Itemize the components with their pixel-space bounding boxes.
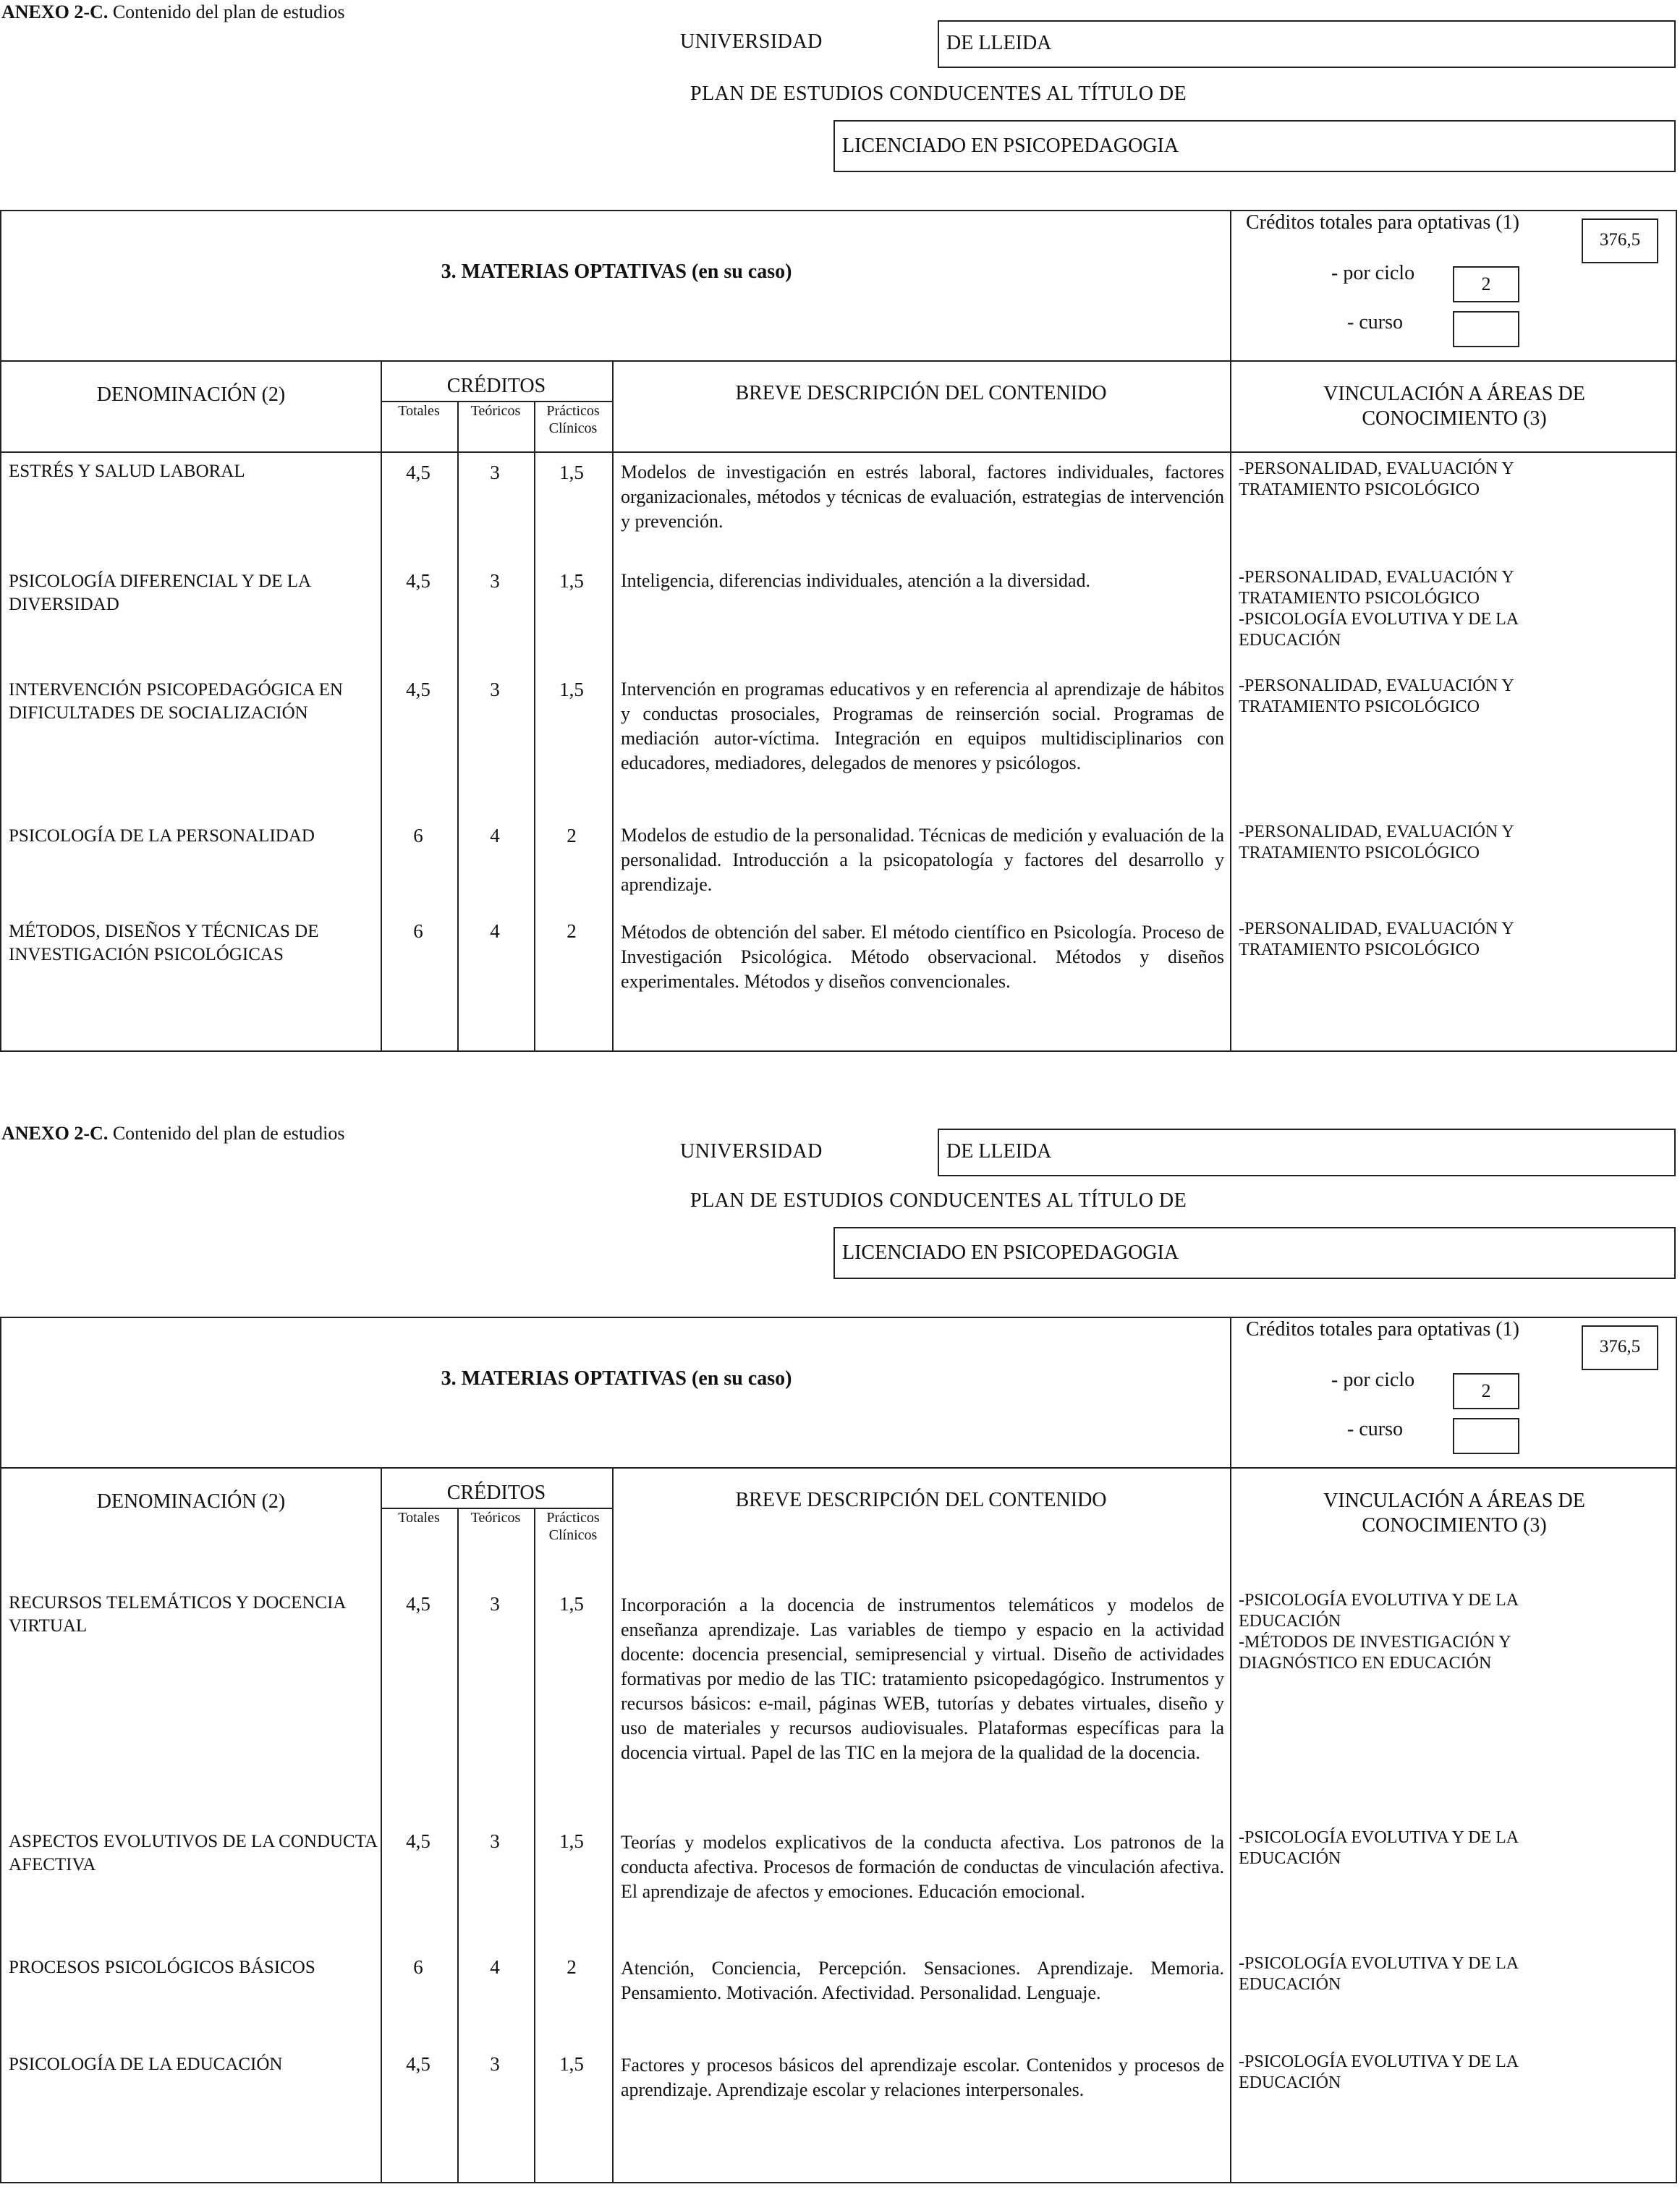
header-denominacion: DENOMINACIÓN (2) bbox=[96, 383, 286, 406]
row-teoricos: 3 bbox=[490, 462, 500, 483]
row-totales: 4,5 bbox=[406, 570, 430, 592]
header-denominacion: DENOMINACIÓN (2) bbox=[96, 1490, 286, 1513]
curso-label: - curso bbox=[1347, 311, 1403, 334]
total-credits-value: 376,5 bbox=[1582, 1325, 1658, 1370]
row-description: Factores y procesos básicos del aprendizaje escolar. Contenidos y procesos de aprendizaje. Aprendizaje escolar y relaciones interpersonales. bbox=[621, 2055, 1224, 2100]
curso-value bbox=[1453, 1418, 1519, 1454]
total-credits-label: Créditos totales para optativas (1) bbox=[1246, 1318, 1519, 1341]
header-teoricos: Teóricos bbox=[470, 403, 521, 419]
header-totales: Totales bbox=[398, 1510, 440, 1526]
row-teoricos: 4 bbox=[490, 825, 500, 846]
row-totales: 4,5 bbox=[406, 2053, 430, 2075]
row-description: Modelos de investigación en estrés laboral, factores individuales, factores organizacionales, métodos y técnicas de evaluación, estrategias de intervención y prevención. bbox=[621, 462, 1224, 532]
form-page-1 bbox=[0, 0, 1680, 1092]
por-ciclo-value: 2 bbox=[1453, 266, 1519, 302]
table-frame bbox=[0, 210, 1677, 1052]
row-name: PSICOLOGÍA DE LA PERSONALIDAD bbox=[9, 826, 315, 846]
table-frame bbox=[0, 1317, 1677, 2183]
plan-label: PLAN DE ESTUDIOS CONDUCENTES AL TÍTULO DE bbox=[690, 82, 1187, 105]
plan-label: PLAN DE ESTUDIOS CONDUCENTES AL TÍTULO DE bbox=[690, 1189, 1187, 1212]
header-creditos: CRÉDITOS bbox=[446, 375, 546, 397]
header-practicos: Prácticos Clínicos bbox=[546, 403, 600, 436]
row-name: INTERVENCIÓN PSICOPEDAGÓGICA EN DIFICULTADES DE SOCIALIZACIÓN bbox=[9, 680, 343, 723]
header-areas: VINCULACIÓN A ÁREAS DE CONOCIMIENTO (3) bbox=[1323, 383, 1585, 430]
university-value: DE LLEIDA bbox=[938, 20, 1676, 68]
row-practicos: 1,5 bbox=[559, 2053, 584, 2075]
row-name: ESTRÉS Y SALUD LABORAL bbox=[9, 462, 245, 481]
row-name: PSICOLOGÍA DIFERENCIAL Y DE LA DIVERSIDAD bbox=[9, 572, 310, 614]
row-areas: -PERSONALIDAD, EVALUACIÓN Y TRATAMIENTO PSICOLÓGICO bbox=[1239, 823, 1514, 862]
row-totales: 6 bbox=[413, 920, 423, 942]
header-practicos: Prácticos Clínicos bbox=[546, 1510, 600, 1543]
row-practicos: 2 bbox=[567, 1956, 577, 1978]
row-totales: 4,5 bbox=[406, 1593, 430, 1615]
row-teoricos: 3 bbox=[490, 570, 500, 592]
row-areas: -PERSONALIDAD, EVALUACIÓN Y TRATAMIENTO PSICOLÓGICO -PSICOLOGÍA EVOLUTIVA Y DE LA EDUCACIÓN bbox=[1239, 568, 1519, 650]
row-areas: -PSICOLOGÍA EVOLUTIVA Y DE LA EDUCACIÓN -MÉTODOS DE INVESTIGACIÓN Y DIAGNÓSTICO EN EDUCACIÓN bbox=[1239, 1591, 1519, 1673]
row-areas: -PSICOLOGÍA EVOLUTIVA Y DE LA EDUCACIÓN bbox=[1239, 2052, 1519, 2092]
row-teoricos: 3 bbox=[490, 2053, 500, 2075]
row-totales: 4,5 bbox=[406, 462, 430, 483]
row-name: MÉTODOS, DISEÑOS Y TÉCNICAS DE INVESTIGACIÓN PSICOLÓGICAS bbox=[9, 922, 319, 964]
annex-heading: ANEXO 2-C. Contenido del plan de estudios bbox=[1, 1, 345, 22]
row-name: RECURSOS TELEMÁTICOS Y DOCENCIA VIRTUAL bbox=[9, 1593, 346, 1636]
por-ciclo-label: - por ciclo bbox=[1331, 262, 1415, 284]
row-practicos: 1,5 bbox=[559, 1830, 584, 1852]
university-label: UNIVERSIDAD bbox=[680, 1140, 823, 1163]
university-label: UNIVERSIDAD bbox=[680, 30, 823, 53]
row-name: PROCESOS PSICOLÓGICOS BÁSICOS bbox=[9, 1958, 315, 1977]
row-totales: 4,5 bbox=[406, 1830, 430, 1852]
row-description: Intervención en programas educativos y en referencia al aprendizaje de hábitos y conductas prosociales, Programas de reinserción social. Programas de mediación autor-víctima. Integración en equipos multidisciplinarios con educadores, mediadores, delegados de menores y psicólogos. bbox=[621, 679, 1224, 773]
header-descripcion: BREVE DESCRIPCIÓN DEL CONTENIDO bbox=[735, 382, 1107, 404]
annex-heading: ANEXO 2-C. Contenido del plan de estudios bbox=[1, 1123, 345, 1144]
row-name: PSICOLOGÍA DE LA EDUCACIÓN bbox=[9, 2055, 283, 2074]
row-teoricos: 3 bbox=[490, 1593, 500, 1615]
row-totales: 6 bbox=[413, 1956, 423, 1978]
header-descripcion: BREVE DESCRIPCIÓN DEL CONTENIDO bbox=[735, 1489, 1107, 1511]
row-description: Métodos de obtención del saber. El método científico en Psicología. Proceso de Investigación Psicológica. Método observacional. Métodos y diseños experimentales. Métodos y diseños convencionales. bbox=[621, 922, 1224, 992]
row-teoricos: 4 bbox=[490, 1956, 500, 1978]
row-description: Incorporación a la docencia de instrumentos telemáticos y modelos de enseñanza aprendizaje. Las variables de tiempo y espacio en la actividad docente: docencia presencial, semipresencial y virtual. Diseño de actividades formativas por medio de las TIC: tratamiento psicopedagógico. Instrumentos y recursos básicos: e-mail, páginas WEB, tutorías y debates virtuales, diseño y uso de materiales y recursos audiovisuales. Plataformas específicas para la docencia virtual. Papel de las TIC en la mejora de la qualidad de la docencia. bbox=[621, 1594, 1224, 1763]
row-areas: -PERSONALIDAD, EVALUACIÓN Y TRATAMIENTO PSICOLÓGICO bbox=[1239, 920, 1514, 959]
por-ciclo-value: 2 bbox=[1453, 1373, 1519, 1409]
form-page-2 bbox=[0, 1108, 1680, 2200]
row-areas: -PSICOLOGÍA EVOLUTIVA Y DE LA EDUCACIÓN bbox=[1239, 1828, 1519, 1868]
row-practicos: 1,5 bbox=[559, 1593, 584, 1615]
row-description: Inteligencia, diferencias individuales, atención a la diversidad. bbox=[621, 570, 1091, 591]
row-areas: -PSICOLOGÍA EVOLUTIVA Y DE LA EDUCACIÓN bbox=[1239, 1954, 1519, 1994]
row-practicos: 2 bbox=[567, 920, 577, 942]
por-ciclo-label: - por ciclo bbox=[1331, 1369, 1415, 1391]
row-practicos: 1,5 bbox=[559, 462, 584, 483]
header-totales: Totales bbox=[398, 403, 440, 419]
row-practicos: 2 bbox=[567, 825, 577, 846]
row-totales: 6 bbox=[413, 825, 423, 846]
degree-title: LICENCIADO EN PSICOPEDAGOGIA bbox=[833, 1227, 1676, 1279]
row-totales: 4,5 bbox=[406, 679, 430, 700]
section-title: 3. MATERIAS OPTATIVAS (en su caso) bbox=[441, 1367, 792, 1390]
curso-label: - curso bbox=[1347, 1418, 1403, 1440]
row-areas: -PERSONALIDAD, EVALUACIÓN Y TRATAMIENTO PSICOLÓGICO bbox=[1239, 459, 1514, 499]
total-credits-label: Créditos totales para optativas (1) bbox=[1246, 211, 1519, 234]
row-description: Modelos de estudio de la personalidad. Técnicas de medición y evaluación de la personalidad. Introducción a la psicopatología y factores del desarrollo y aprendizaje. bbox=[621, 825, 1224, 895]
total-credits-value: 376,5 bbox=[1582, 218, 1658, 263]
degree-title: LICENCIADO EN PSICOPEDAGOGIA bbox=[833, 120, 1676, 172]
row-teoricos: 3 bbox=[490, 1830, 500, 1852]
row-practicos: 1,5 bbox=[559, 679, 584, 700]
row-description: Atención, Conciencia, Percepción. Sensaciones. Aprendizaje. Memoria. Pensamiento. Motivación. Afectividad. Personalidad. Lenguaje. bbox=[621, 1958, 1224, 2003]
header-creditos: CRÉDITOS bbox=[446, 1482, 546, 1504]
row-teoricos: 3 bbox=[490, 679, 500, 700]
row-practicos: 1,5 bbox=[559, 570, 584, 592]
row-areas: -PERSONALIDAD, EVALUACIÓN Y TRATAMIENTO PSICOLÓGICO bbox=[1239, 676, 1514, 716]
row-description: Teorías y modelos explicativos de la conducta afectiva. Los patronos de la conducta afectiva. Procesos de formación de conductas de vinculación afectiva. El aprendizaje de afectos y emociones. Educación emocional. bbox=[621, 1832, 1224, 1902]
header-areas: VINCULACIÓN A ÁREAS DE CONOCIMIENTO (3) bbox=[1323, 1490, 1585, 1537]
section-title: 3. MATERIAS OPTATIVAS (en su caso) bbox=[441, 260, 792, 283]
row-name: ASPECTOS EVOLUTIVOS DE LA CONDUCTA AFECTIVA bbox=[9, 1832, 377, 1874]
header-teoricos: Teóricos bbox=[470, 1510, 521, 1526]
university-value: DE LLEIDA bbox=[938, 1129, 1676, 1176]
curso-value bbox=[1453, 311, 1519, 347]
row-teoricos: 4 bbox=[490, 920, 500, 942]
